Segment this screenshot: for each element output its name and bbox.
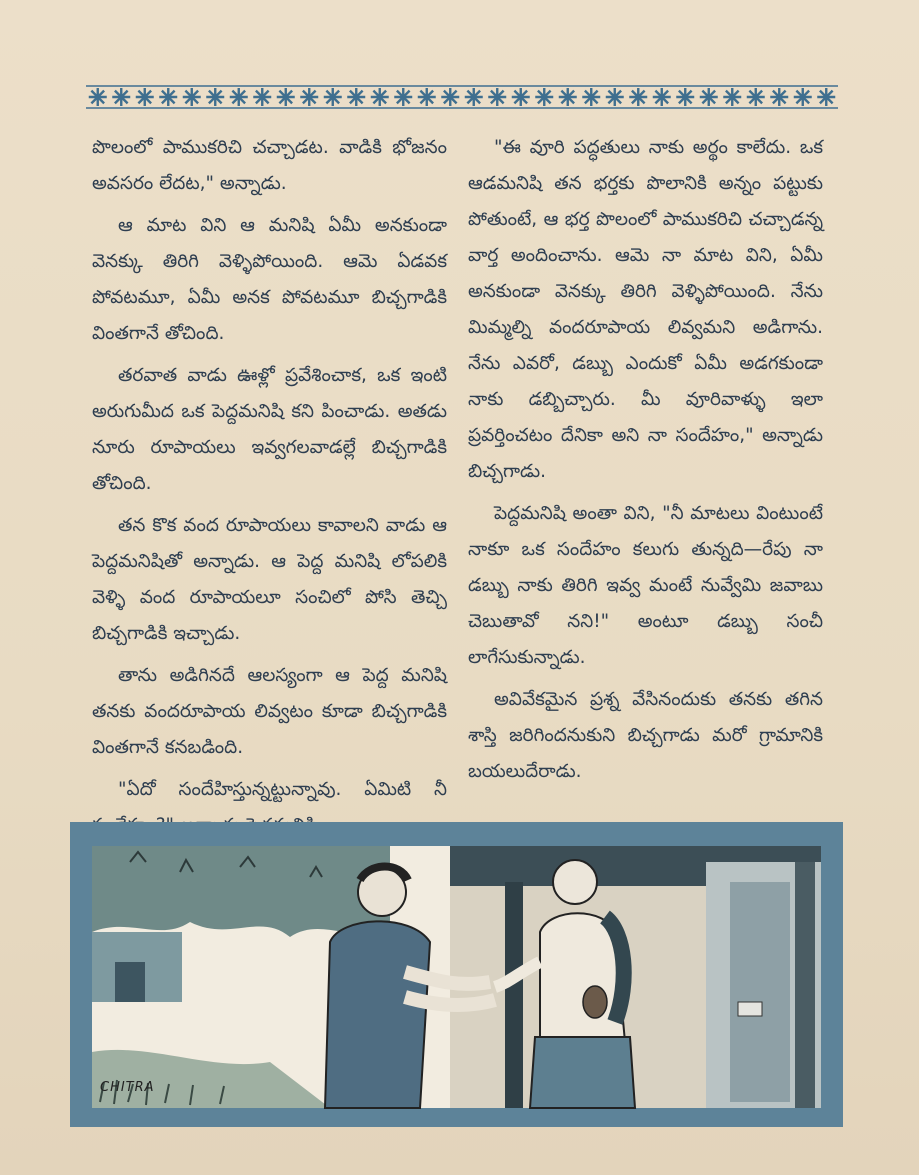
paragraph: తరవాత వాడు ఊళ్లో ప్రవేశించాక, ఒక ఇంటి అరుగుమీద ఒక పెద్దమనిషి కని పించాడు. అతడు నూరు రూపాయలు ఇవ్వగలవాడల్లే బిచ్చగాడికి తోచింది. (92, 365, 447, 494)
money-bag (583, 986, 607, 1018)
paragraph: తాను అడిగినదే ఆలస్యంగా ఆ పెద్ద మనిషి తనకు వందరూపాయ లివ్వటం కూడా బిచ్చగాడికి వింతగానే కనబడింది. (92, 665, 447, 758)
star-ornament (606, 88, 624, 106)
artist-signature: CHITRA (100, 1080, 155, 1095)
star-ornament (371, 88, 389, 106)
star-ornament (112, 88, 130, 106)
star-ornament (817, 88, 835, 106)
star-ornament (206, 88, 224, 106)
star-ornament (582, 88, 600, 106)
star-ornament (723, 88, 741, 106)
star-ornament (700, 88, 718, 106)
star-ornament (159, 88, 177, 106)
star-ornament (324, 88, 342, 106)
right-column (468, 130, 823, 796)
paragraph: "ఈ వూరి పద్ధతులు నాకు అర్థం కాలేదు. ఒక ఆడమనిషి తన భర్తకు పొలానికి అన్నం పట్టుకు పోతుంటే, ఆ భర్త పొలంలో పాముకరిచి చచ్చాడన్న వార్త అందించాను. ఆమె నా మాట విని, ఏమీ అనకుండా వెనక్కు తిరిగి వెళ్ళిపోయింది. నేను మిమ్మల్ని వందరూపాయ లివ్వమని అడిగాను. నేను ఎవరో, డబ్బు ఎందుకో ఏమీ అడగకుండా నాకు డబ్బిచ్చారు. మీ వూరివాళ్ళు ఇలా ప్రవర్తించటం దేనికా అని నా సందేహం," అన్నాడు బిచ్చగాడు. (468, 137, 823, 482)
star-ornament (89, 88, 107, 106)
paragraph: "ఏదో సందేహిస్తున్నట్టున్నావు. ఏమిటి నీ (118, 779, 447, 800)
illustration (70, 822, 843, 1127)
star-ornament (794, 88, 812, 106)
star-ornament (512, 88, 530, 106)
paragraph: అవివేకమైన ప్రశ్న వేసినందుకు తనకు తగిన శాస్తి జరిగిందనుకుని బిచ్చగాడు మరో గ్రామానికి బయలుదేరాడు. (468, 689, 823, 782)
tree-canopy (92, 846, 390, 937)
star-ornament (136, 88, 154, 106)
left-column (92, 130, 447, 850)
illustration-drawing (70, 822, 843, 1127)
paragraph: పెద్దమనిషి అంతా విని, "నీ మాటలు వింటుంటే నాకూ ఒక సందేహం కలుగు తున్నది—రేపు నా డబ్బు నాకు తిరిగి ఇవ్వ మంటే నువ్వేమి జవాబు చెబుతావో నని!" అంటూ డబ్బు సంచీ లాగేసుకున్నాడు. (468, 503, 823, 668)
star-ornament (770, 88, 788, 106)
star-ornament (465, 88, 483, 106)
star-ornament (676, 88, 694, 106)
elder-head (553, 860, 597, 904)
star-ornament (629, 88, 647, 106)
star-ornament (347, 88, 365, 106)
star-ornament (488, 88, 506, 106)
paragraph: పొలంలో పాముకరిచి చచ్చాడట. వాడికి భోజనం అవసరం లేదట," అన్నాడు. (92, 137, 447, 194)
star-ornament (277, 88, 295, 106)
star-ornament (535, 88, 553, 106)
star-ornament (653, 88, 671, 106)
star-ornament (559, 88, 577, 106)
star-ornament (441, 88, 459, 106)
pillar (505, 882, 523, 1108)
elder-dhoti (530, 1037, 635, 1108)
star-ornament (394, 88, 412, 106)
paragraph: ఆ మాట విని ఆ మనిషి ఏమీ అనకుండా వెనక్కు తిరిగి వెళ్ళిపోయింది. ఆమె ఏడవక పోవటమూ, ఏమీ అనక పోవటమూ బిచ్చగాడికి వింతగానే తోచింది. (92, 215, 447, 344)
decorative-star-border (86, 84, 838, 110)
paragraph: తన కొక వంద రూపాయలు కావాలని వాడు ఆ పెద్దమనిషితో అన్నాడు. ఆ పెద్ద మనిషి లోపలికి వెళ్ళి వంద రూపాయలూ సంచిలో పోసి తెచ్చి బిచ్చగాడికి ఇచ్చాడు. (92, 515, 447, 644)
beggar-body (325, 921, 430, 1108)
star-ornament (300, 88, 318, 106)
star-ornament (418, 88, 436, 106)
star-ornament (747, 88, 765, 106)
star-ornament (183, 88, 201, 106)
star-ornament (253, 88, 271, 106)
star-ornament (230, 88, 248, 106)
